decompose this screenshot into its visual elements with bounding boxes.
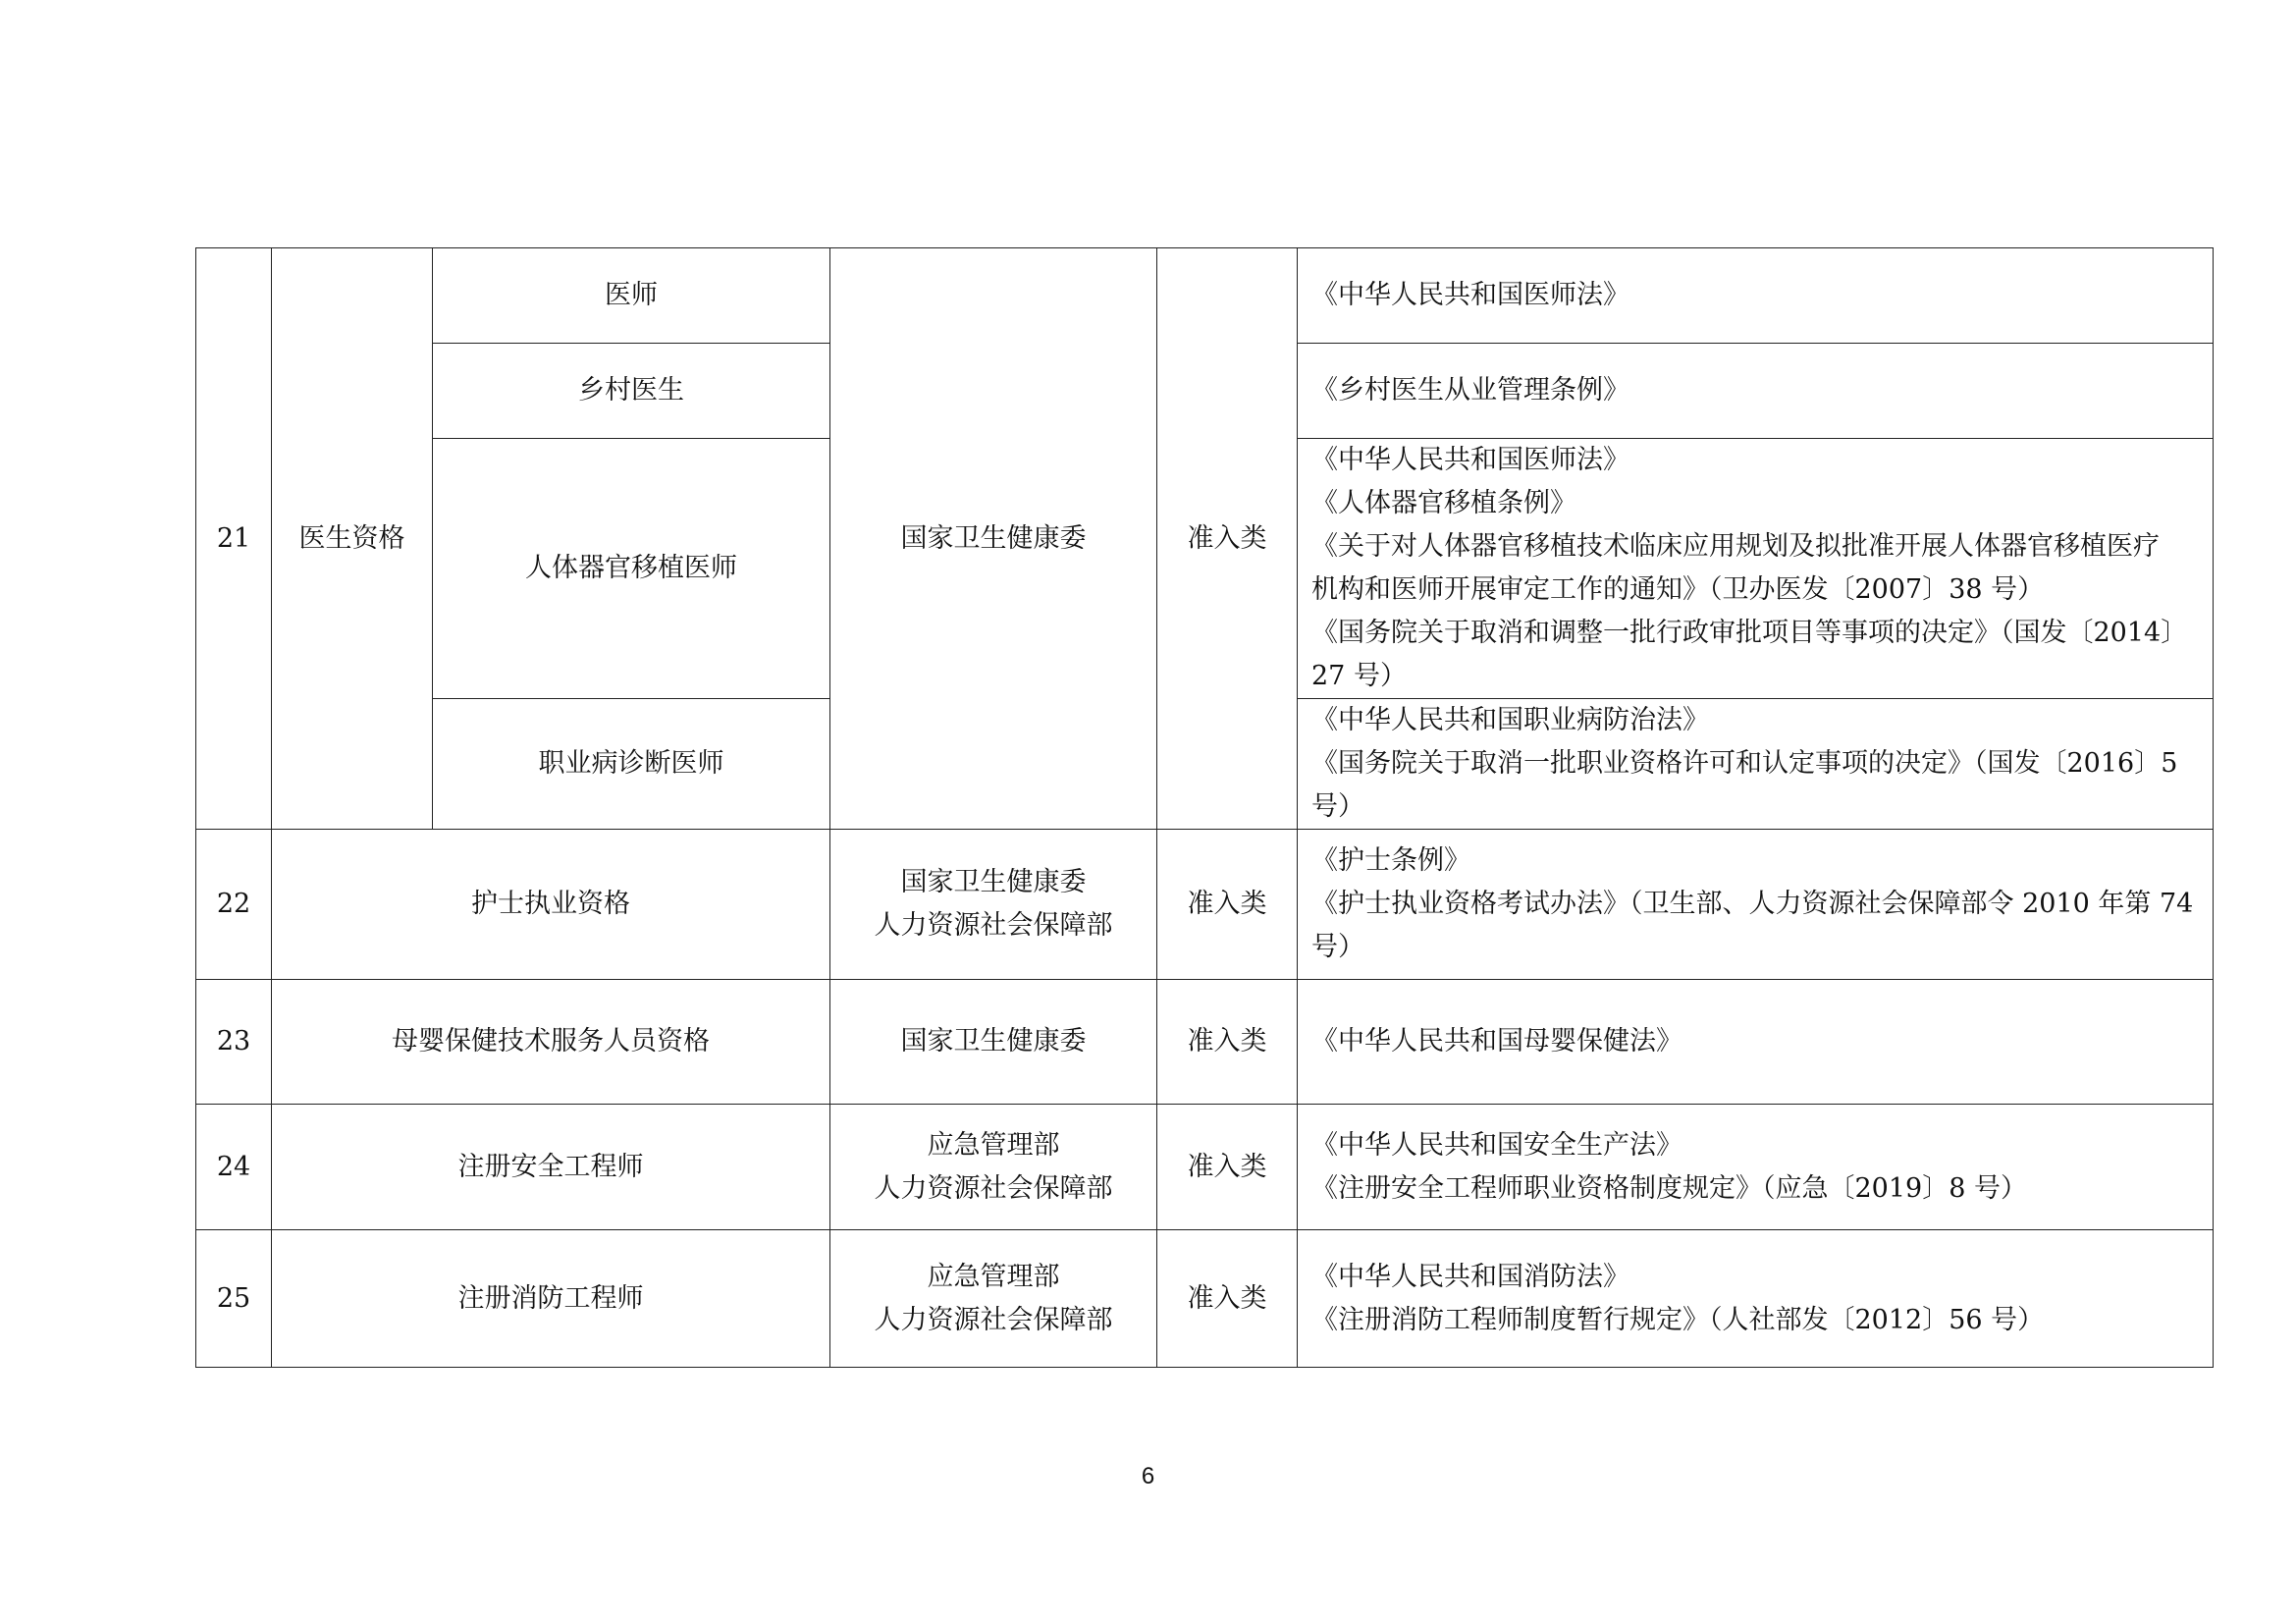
sub-item-name: 人体器官移植医师 — [433, 439, 830, 699]
qualification-name: 母婴保健技术服务人员资格 — [272, 980, 830, 1105]
basis-line: 《人体器官移植条例》 — [1311, 488, 1576, 518]
type-cell: 准入类 — [1157, 980, 1298, 1105]
row-number: 21 — [196, 248, 272, 830]
legal-basis-cell — [1298, 699, 2214, 830]
basis-line: 《注册安全工程师职业资格制度规定》（应急〔2019〕8 号） — [1311, 1172, 2027, 1204]
sub-item-name: 医师 — [433, 248, 830, 344]
sub-item-name: 乡村医生 — [433, 344, 830, 439]
basis-line: 《关于对人体器官移植技术临床应用规划及拟批准开展人体器官移植医疗 — [1311, 531, 2160, 562]
basis-line: 《乡村医生从业管理条例》 — [1311, 375, 1629, 406]
legal-basis-cell — [1298, 248, 2214, 344]
row-number: 25 — [196, 1230, 272, 1368]
sub-item-name: 职业病诊断医师 — [433, 699, 830, 830]
department-line: 人力资源社会保障部 — [874, 1304, 1113, 1335]
basis-line: 《中华人民共和国母婴保健法》 — [1311, 1026, 1682, 1056]
category-name: 医生资格 — [272, 248, 433, 830]
qualification-table — [195, 247, 2214, 1368]
legal-basis-cell — [1298, 980, 2214, 1105]
basis-line: 《国务院关于取消和调整一批行政审批项目等事项的决定》（国发〔2014〕 — [1311, 618, 2188, 648]
legal-basis-cell — [1298, 1105, 2214, 1230]
row-number: 24 — [196, 1105, 272, 1230]
table-row-25 — [196, 1230, 2214, 1368]
row-number: 23 — [196, 980, 272, 1105]
basis-line: 《注册消防工程师制度暂行规定》（人社部发〔2012〕56 号） — [1311, 1304, 2045, 1335]
legal-basis-cell — [1298, 439, 2214, 699]
basis-line: 机构和医师开展审定工作的通知》（卫办医发〔2007〕38 号） — [1311, 574, 2045, 605]
basis-line: 《护士条例》 — [1311, 845, 1470, 876]
department-line: 国家卫生健康委 — [900, 1026, 1087, 1056]
row-number: 22 — [196, 830, 272, 980]
department-cell — [830, 1105, 1157, 1230]
legal-basis-cell — [1298, 344, 2214, 439]
department-line: 应急管理部 — [927, 1129, 1060, 1161]
department-line: 人力资源社会保障部 — [874, 910, 1113, 941]
basis-line: 《中华人民共和国安全生产法》 — [1311, 1129, 1682, 1161]
basis-line: 《国务院关于取消一批职业资格许可和认定事项的决定》（国发〔2016〕5 — [1311, 748, 2178, 779]
department-cell: 国家卫生健康委 — [830, 248, 1157, 830]
qualification-name: 护士执业资格 — [272, 830, 830, 980]
legal-basis-cell — [1298, 1230, 2214, 1368]
basis-line: 号） — [1311, 791, 1364, 822]
page-number: 6 — [1141, 1463, 1155, 1489]
qualification-name: 注册安全工程师 — [272, 1105, 830, 1230]
basis-line: 《中华人民共和国职业病防治法》 — [1311, 705, 1709, 735]
basis-line: 《中华人民共和国医师法》 — [1311, 445, 1629, 475]
department-line: 国家卫生健康委 — [900, 867, 1087, 897]
type-cell: 准入类 — [1157, 1230, 1298, 1368]
type-cell: 准入类 — [1157, 830, 1298, 980]
department-cell — [830, 980, 1157, 1105]
basis-line: 《中华人民共和国医师法》 — [1311, 280, 1629, 310]
department-cell — [830, 830, 1157, 980]
table-row-21 — [196, 248, 2214, 344]
basis-line: 27 号） — [1311, 661, 1407, 691]
department-cell — [830, 1230, 1157, 1368]
basis-line: 《中华人民共和国消防法》 — [1311, 1261, 1629, 1292]
table-row-22 — [196, 830, 2214, 980]
type-cell: 准入类 — [1157, 1105, 1298, 1230]
table-row-24 — [196, 1105, 2214, 1230]
basis-line: 号） — [1311, 932, 1364, 962]
qualification-name: 注册消防工程师 — [272, 1230, 830, 1368]
department-line: 应急管理部 — [927, 1261, 1060, 1292]
table-row-23 — [196, 980, 2214, 1105]
legal-basis-cell — [1298, 830, 2214, 980]
type-cell: 准入类 — [1157, 248, 1298, 830]
department-line: 人力资源社会保障部 — [874, 1172, 1113, 1204]
basis-line: 《护士执业资格考试办法》（卫生部、人力资源社会保障部令 2010 年第 74 — [1311, 889, 2194, 919]
